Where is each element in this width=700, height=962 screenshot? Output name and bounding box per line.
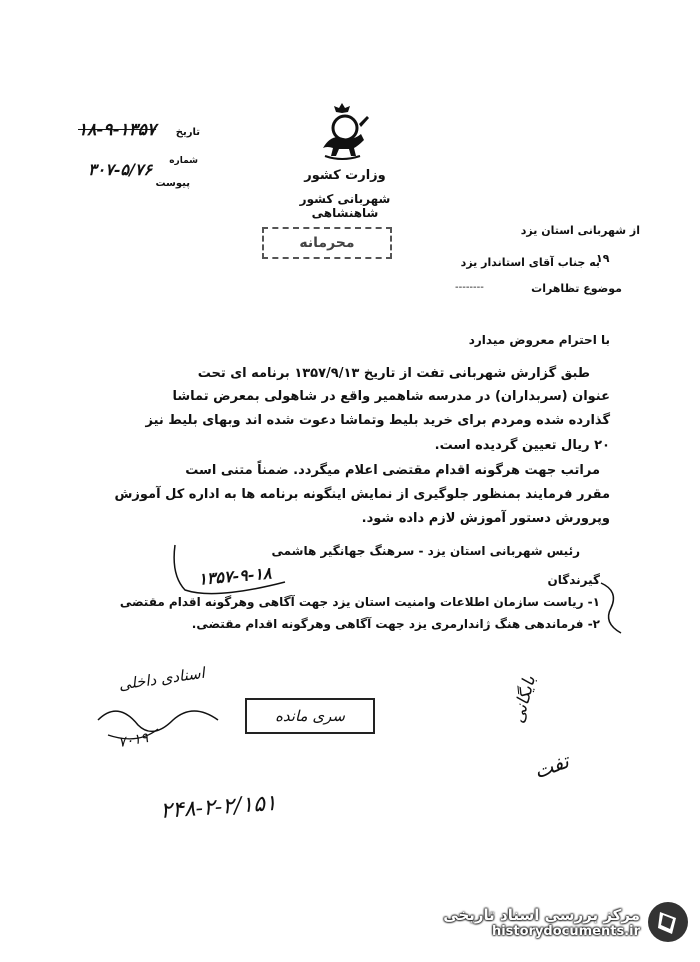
signature-flourish — [170, 540, 290, 600]
body-line-1: طبق گزارش شهربانی تفت از تاریخ ۱۳۵۷/۹/۱۳ برنامه ای تحت — [197, 366, 590, 381]
brand-name: مرکز بررسی اسناد تاریخی — [443, 905, 640, 924]
body-line-3: گذارده شده ومردم برای خرید بلیط وتماشا دعوت شده اند وبهای بلیط نیز — [145, 413, 610, 428]
body-line-5: مراتب جهت هرگونه اقدام مقتضی اعلام میگردد. ضمناً متنی است — [185, 463, 600, 478]
handwritten-right-2: تفت — [530, 748, 572, 784]
salutation: با احترام معروض میدارد — [468, 333, 610, 347]
signature-line: رئیس شهربانی استان یزد - سرهنگ جهانگیر هاشمی — [271, 544, 580, 558]
body-line-7: وپرورش دستور آموزش لازم داده شود. — [361, 511, 610, 526]
signature-date: ۱۳۵۷-۹-۱۸ — [197, 563, 273, 589]
brand-watermark — [420, 892, 690, 952]
subject-value: -------- — [455, 282, 484, 293]
secret-stamp — [245, 698, 375, 734]
cc-title: گیرندگان — [547, 573, 600, 587]
to-prefix: ۱۹ — [596, 252, 610, 265]
subject-line: موضوع تظاهرات — [531, 282, 622, 295]
number-value: ۳۰۷-۵/۷۶ — [88, 160, 153, 179]
organization-name: شهربانی کشور شاهنشاهی — [299, 192, 391, 220]
attachment-label: پیوست — [155, 178, 190, 189]
brand-logo-icon — [646, 900, 690, 944]
handwritten-note: اسنادی داخلی — [117, 663, 206, 694]
body-line-4: ۲۰ ریال تعیین گردیده است. — [434, 438, 610, 453]
confidential-stamp — [262, 227, 392, 259]
secret-stamp-text: سری مانده — [275, 707, 345, 725]
number-label: شماره — [169, 156, 198, 166]
handwritten-right: بایگانی — [508, 673, 541, 726]
cc-bracket — [596, 578, 626, 638]
archive-number: ۲۴۸-۲-۲/۱۵۱ — [159, 790, 278, 824]
handwritten-scribble — [88, 690, 228, 750]
brand-url: historydocuments.ir — [491, 923, 640, 939]
emblem-icon — [315, 100, 370, 162]
cc-item-1: ۱- ریاست سازمان اطلاعات وامنیت استان یزد جهت آگاهی وهرگونه اقدام مقتضی — [119, 595, 600, 609]
body-line-2: عنوان (سربداران) در مدرسه شاهمیر واقع در شاهولی بمعرض تماشا — [172, 389, 610, 404]
cc-item-2: ۲- فرماندهی هنگ ژاندارمری یزد جهت آگاهی وهرگونه اقدام مقتضی. — [191, 617, 600, 631]
date-label: تاریخ — [175, 127, 200, 138]
body-line-6: مقرر فرمایند بمنظور جلوگیری از نمایش اینگونه برنامه ها به اداره کل آموزش — [114, 487, 610, 502]
date-value: ۱۸-۹-۱۳۵۷ — [78, 120, 157, 140]
to-line: به جناب آقای استاندار یزد — [460, 256, 600, 269]
ministry-name: وزارت کشور — [304, 168, 386, 183]
handwritten-note-2: ۷۰۱۹ — [117, 730, 150, 752]
confidential-stamp-text: محرمانه — [299, 235, 355, 251]
from-line: از شهربانی استان یزد — [520, 224, 640, 237]
